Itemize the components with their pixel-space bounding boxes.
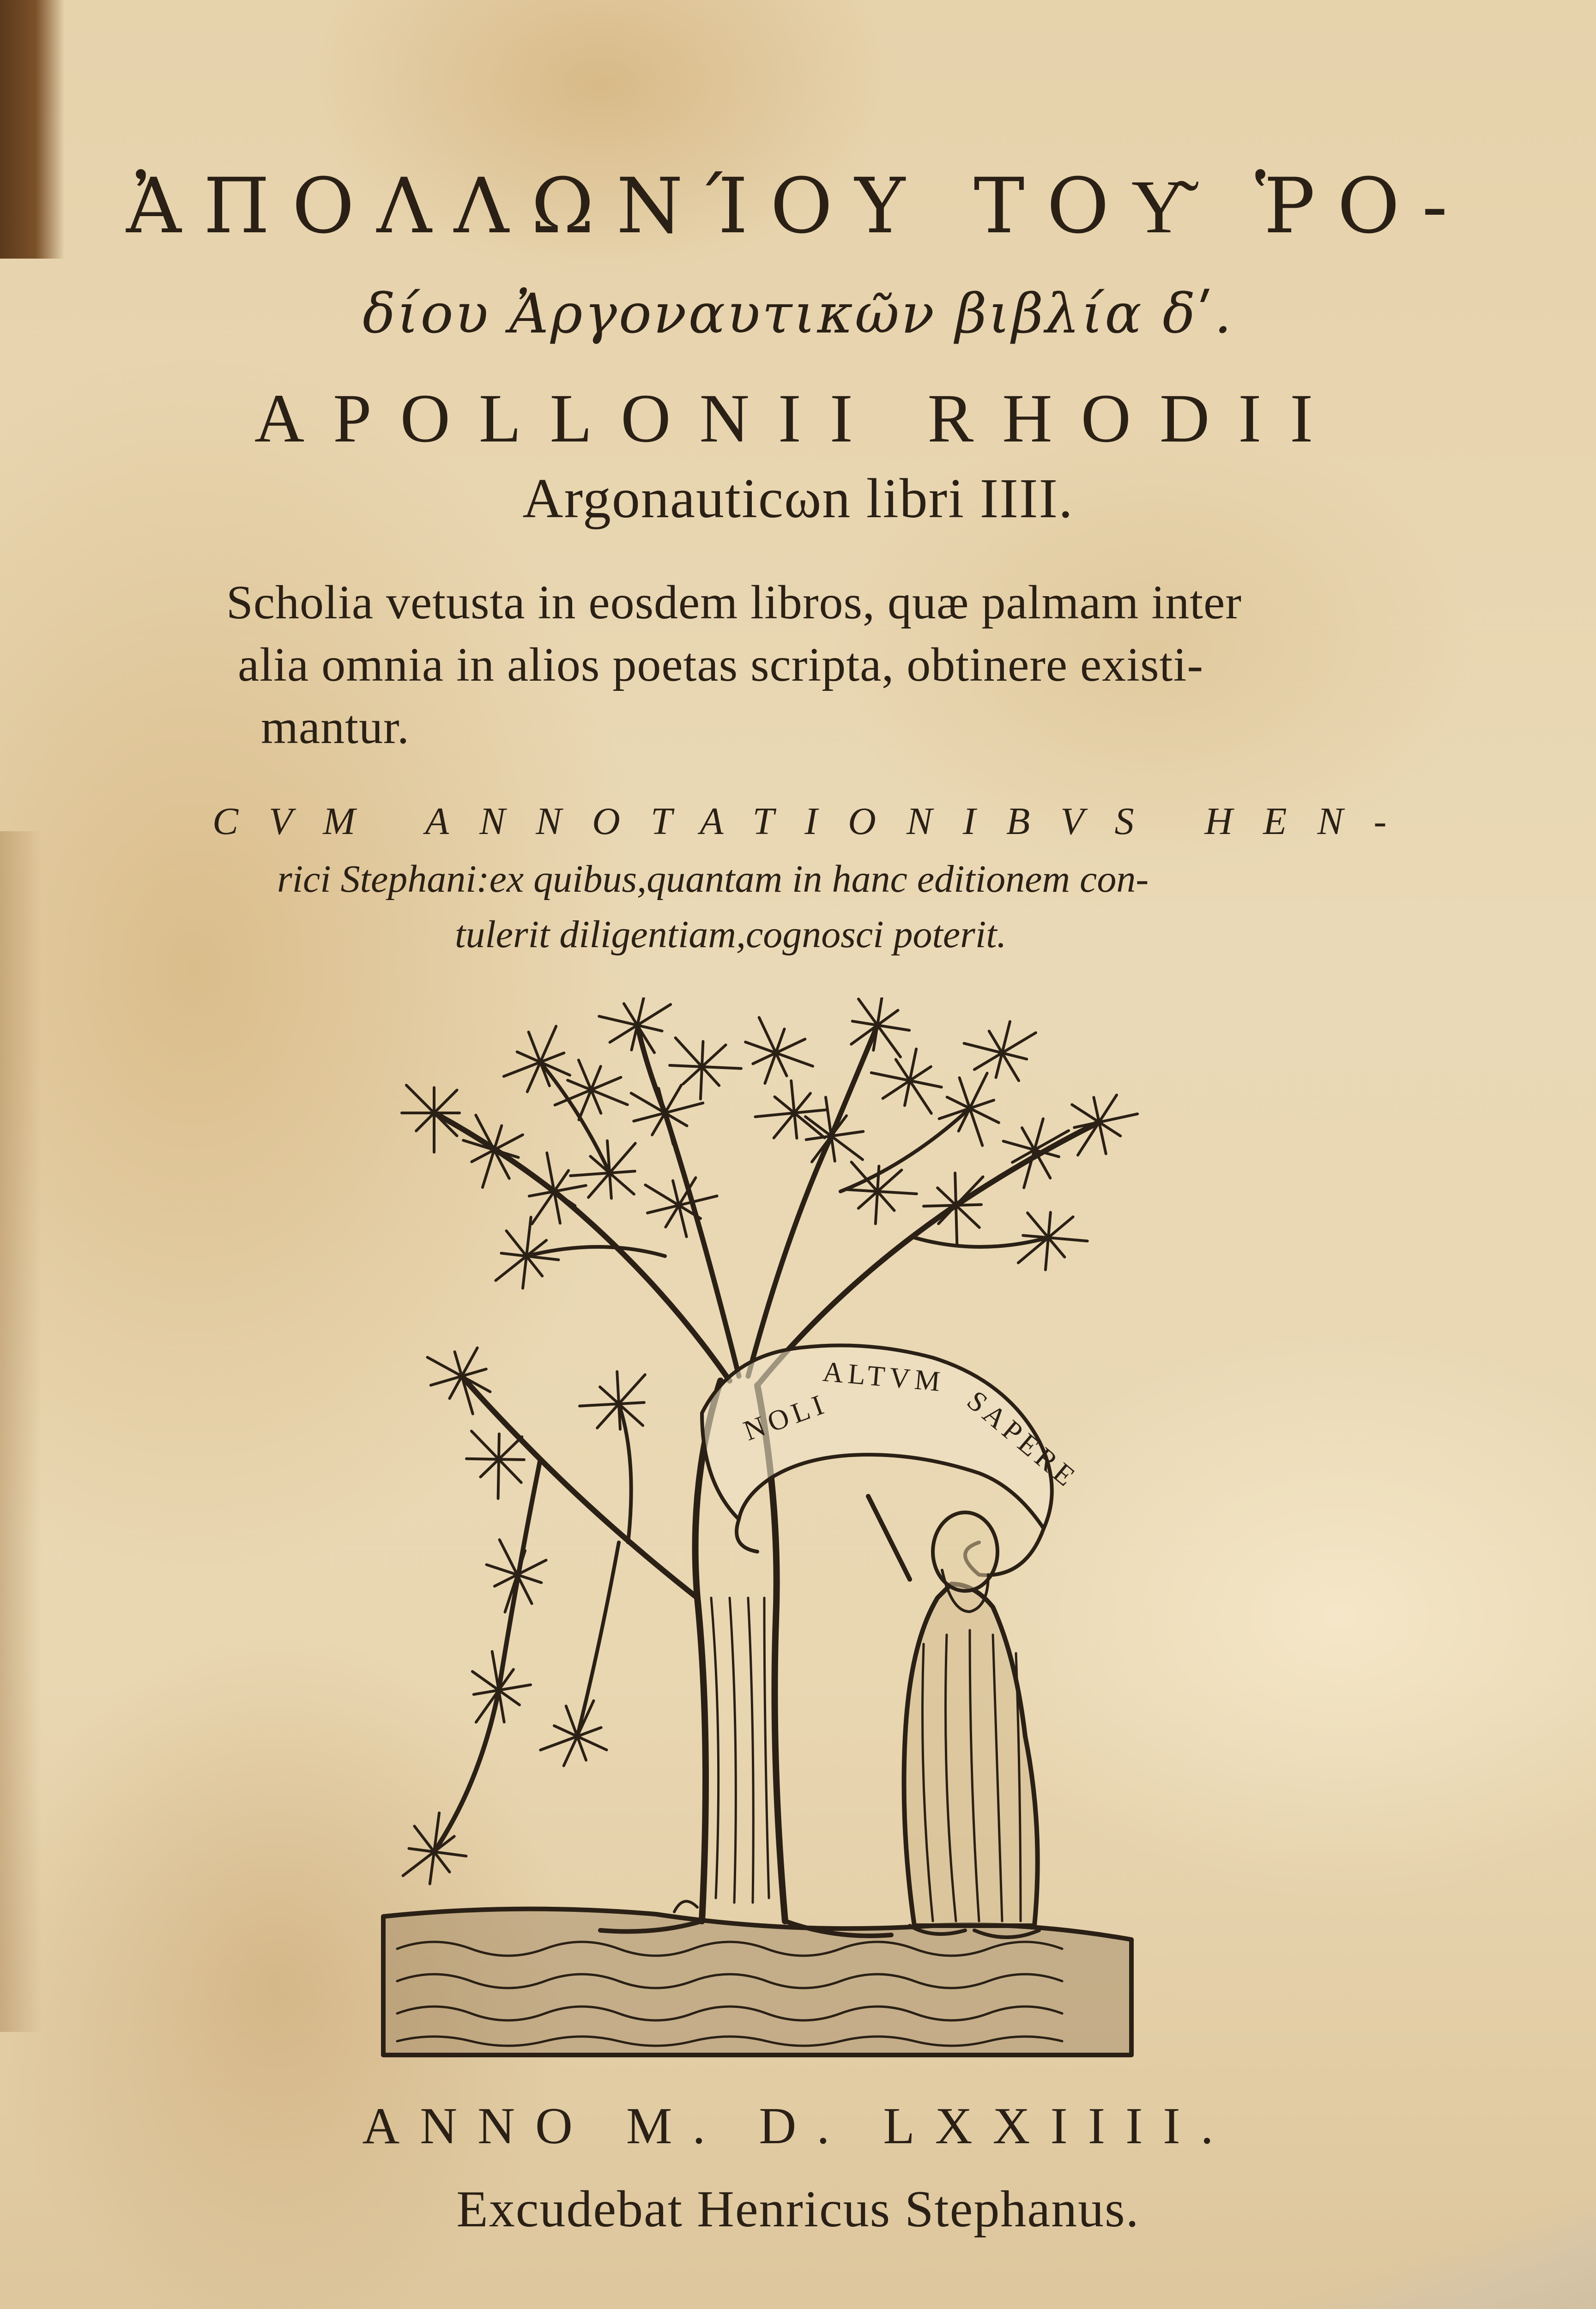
imprint-year: ANNO M. D. LXXIIII. bbox=[362, 2097, 1234, 2155]
banner-motto-noli: NOLI bbox=[739, 1387, 832, 1447]
annotation-line-3: tulerit diligentiam,cognosci poterit. bbox=[455, 913, 1007, 956]
annotation-line-1: CVM ANNOTATIONIBVS HEN- bbox=[212, 800, 1417, 843]
scholia-line-2: alia omnia in alios poetas scripta, obtinere existi- bbox=[238, 638, 1203, 691]
banner-motto-sapere: SAPERE bbox=[961, 1384, 1084, 1495]
greek-title-line-1: ἈΠΟΛΛΩΝΊΟΥ ΤΟΥ͂ ῬΟ- bbox=[126, 162, 1470, 250]
banner-motto-altum: ALTVM bbox=[821, 1356, 946, 1398]
latin-title-line-2: Argonauticωn libri IIII. bbox=[522, 467, 1074, 530]
annotation-line-2: rici Stephani:ex quibus,quantam in hanc editionem con- bbox=[277, 858, 1149, 901]
scholia-line-3: mantur. bbox=[261, 701, 410, 754]
imprint-printer: Excudebat Henricus Stephanus. bbox=[456, 2181, 1140, 2238]
greek-title-line-2: δίου Ἀργοναυτικῶν βιβλία δʹ. bbox=[363, 282, 1233, 345]
scholia-line-1: Scholia vetusta in eosdem libros, quæ palmam inter bbox=[226, 576, 1242, 629]
water-stain bbox=[0, 831, 42, 2032]
latin-title-line-1: APOLLONII RHODII bbox=[254, 380, 1342, 457]
printers-device-woodcut bbox=[379, 997, 1141, 2069]
